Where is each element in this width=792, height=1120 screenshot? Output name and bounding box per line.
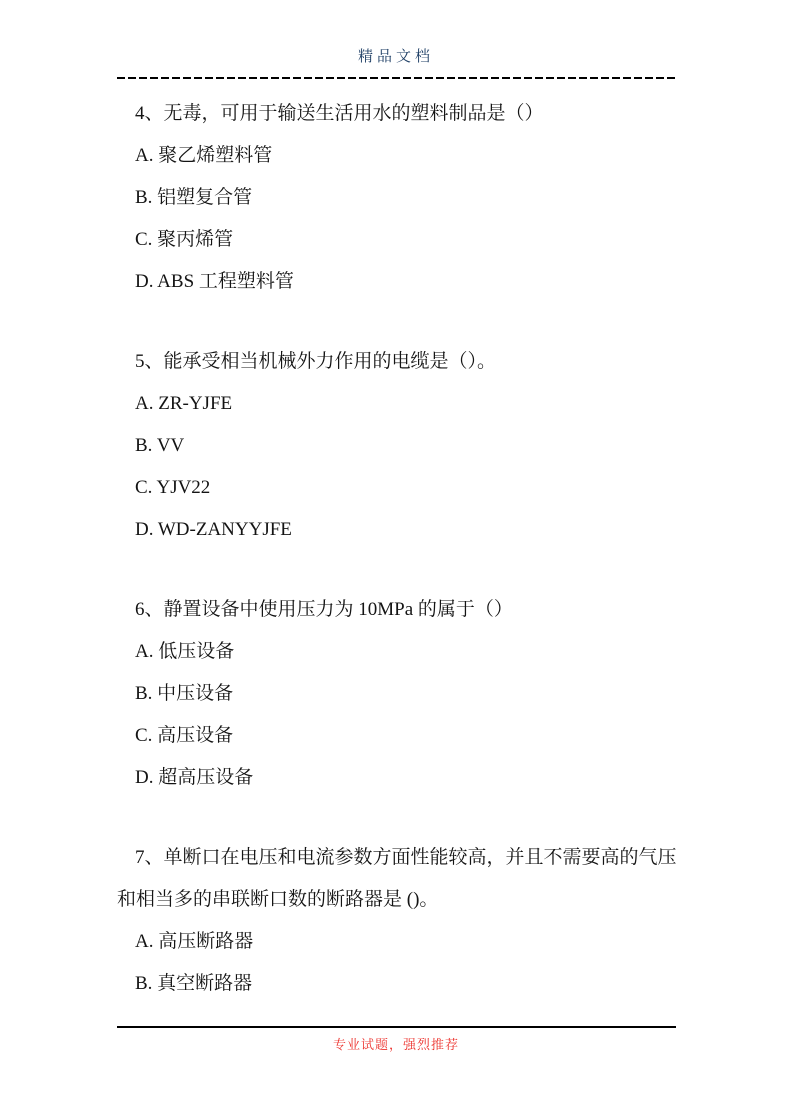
question-option: A. 高压断路器 xyxy=(135,931,254,952)
question-option: D. WD-ZANYYJFE xyxy=(135,519,292,540)
question-option: B. 中压设备 xyxy=(135,683,234,704)
question-title: 7、单断口在电压和电流参数方面性能较高，并且不需要高的气压和相当多的串联断口数的断路器是 ()。 xyxy=(117,847,677,910)
question-option: A. 聚乙烯塑料管 xyxy=(135,145,273,166)
question-block xyxy=(117,341,677,551)
question-option: B. 铝塑复合管 xyxy=(135,187,253,208)
header-divider xyxy=(117,77,676,79)
question-block xyxy=(117,93,677,303)
question-option: A. ZR-YJFE xyxy=(135,393,233,414)
question-option: A. 低压设备 xyxy=(135,641,235,662)
question-option: D. 超高压设备 xyxy=(135,767,254,788)
footer-divider xyxy=(117,1026,676,1028)
question-title: 6、静置设备中使用压力为 10MPa 的属于（） xyxy=(135,599,513,620)
footer-text: 专业试题，强烈推荐 xyxy=(332,1037,459,1052)
question-option: C. 高压设备 xyxy=(135,725,234,746)
question-option: B. 真空断路器 xyxy=(135,973,253,994)
questions xyxy=(117,93,677,1043)
question-block xyxy=(117,837,677,1005)
question-option: C. 聚丙烯管 xyxy=(135,229,234,250)
question-title: 5、能承受相当机械外力作用的电缆是（）。 xyxy=(135,351,497,372)
question-option: D. ABS 工程塑料管 xyxy=(135,271,294,292)
question-block xyxy=(117,589,677,799)
question-title: 4、无毒，可用于输送生活用水的塑料制品是（） xyxy=(135,103,544,124)
question-option: C. YJV22 xyxy=(135,477,211,498)
question-option: B. VV xyxy=(135,435,185,456)
header-title: 精品文档 xyxy=(357,49,434,65)
